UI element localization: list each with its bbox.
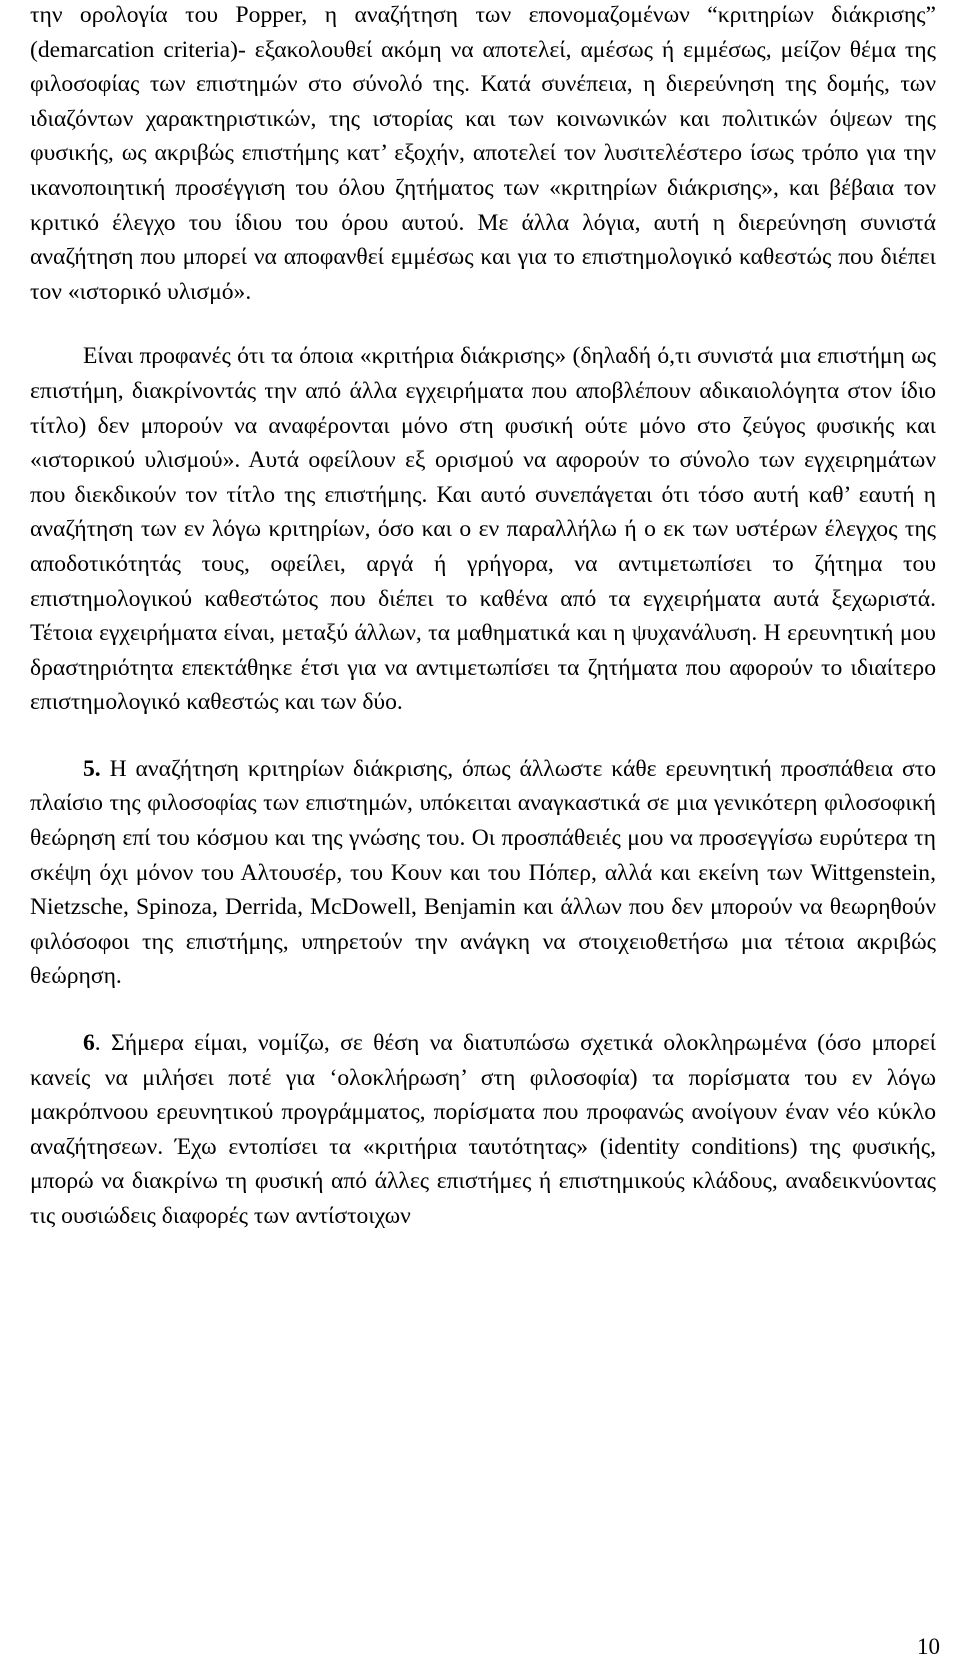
paragraph-3-text: Η αναζήτηση κριτηρίων διάκρισης, όπως άλλωστε κάθε ερευνητική προσπάθεια στο πλαίσιο της φιλοσοφίας των επιστημών, υπόκειται αναγκαστικά σε μια γενικότερη φιλοσοφική θεώρηση επί του κόσμου και της γνώσης του. Οι προσπάθειές μου να προσεγγίσω ευρύτερα τη σκέψη όχι μόνον του Αλτουσέρ, του Κουν και του Πόπερ, αλλά και εκείνη των Wittgenstein, Nietzsche, Spinoza, Derrida, McDowell, Benjamin και άλλων που δεν μπορούν να θεωρηθούν φιλόσοφοι της επιστήμης, υπηρετούν την ανάγκη να στοιχειοθετήσω μια τέτοια ακριβώς θεώρηση. [30, 755, 936, 990]
section-number-6: 6 [83, 1030, 95, 1057]
paragraph-1: την ορολογία του Popper, η αναζήτηση των επονομαζομένων “κριτηρίων διάκρισης” (demarcation criteria)- εξακολουθεί ακόμη να αποτελεί, αμέσως ή εμμέσως, μείζον θέμα της φιλοσοφίας των επιστημών στο σύνολό της. Κατά συνέπεια, η διερεύνηση της δομής, των ιδιαζόντων χαρακτηριστικών, της ιστορίας και των κοινωνικών και πολιτικών όψεων της φυσικής, ως ακριβώς επιστήμης κατ’ εξοχήν, αποτελεί τον λυσιτελέστερο ίσως τρόπο για την ικανοποιητική προσέγγιση του όλου ζητήματος των «κριτηρίων διάκρισης», και βέβαια τον κριτικό έλεγχο του ίδιου του όρου αυτού. Με άλλα λόγια, αυτή η διερεύνηση συνιστά αναζήτηση που μπορεί να αποφανθεί εμμέσως και για το επιστημολογικό καθεστώς που διέπει τον «ιστορικό υλισμό». [30, 2, 936, 305]
paragraph-4-text: . Σήμερα είμαι, νομίζω, σε θέση να διατυπώσω σχετικά ολοκληρωμένα (όσο μπορεί κανείς να μιλήσει ποτέ για ‘ολοκλήρωση’ στη φιλοσοφία) τα πορίσματα του εν λόγω μακρόπνοου ερευνητικού προγράμματος, πορίσματα που προφανώς ανοίγουν έναν νέο κύκλο αναζήτησεων. Έχω εντοπίσει τα «κριτήρια ταυτότητας» (identity conditions) της φυσικής, μπορώ να διακρίνω τη φυσική από άλλες επιστήμες ή επιστημικούς κλάδους, αναδεικνύοντας τις ουσιώδεις διαφορές των αντίστοιχων [30, 1030, 936, 1229]
document-page [30, 0, 936, 1234]
paragraph-2: Είναι προφανές ότι τα όποια «κριτήρια διάκρισης» (δηλαδή ό,τι συνιστά μια επιστήμη ως επιστήμη, διακρίνοντάς την από άλλα εγχειρήματα που αποβλέπουν αδικαιολόγητα στον ίδιο τίτλο) δεν μπορούν να αναφέρονται μόνο στη φυσική ούτε μόνο στο ζεύγος φυσικής και «ιστορικού υλισμού». Αυτά οφείλουν εξ ορισμού να αφορούν το σύνολο των εγχειρημάτων που διεκδικούν τον τίτλο της επιστήμης. Και αυτό συνεπάγεται ότι τόσο αυτή καθ’ εαυτή η αναζήτηση των εν λόγω κριτηρίων, όσο και ο εν παραλλήλω ή ο εκ των υστέρων έλεγχος της αποδοτικότητάς τους, οφείλει, αργά ή γρήγορα, να αντιμετωπίσει το ζήτημα του επιστημολογικού καθεστώτος που διέπει το καθένα από τα εγχειρήματα αυτά ξεχωριστά. Τέτοια εγχειρήματα είναι, μεταξύ άλλων, τα μαθηματικά και η ψυχανάλυση. Η ερευνητική μου δραστηριότητα επεκτάθηκε έτσι για να αντιμετωπίσει τα ζητήματα που αφορούν το ιδιαίτερο επιστημολογικό καθεστώς και των δύο. [30, 343, 936, 716]
paragraph-4 [30, 1026, 936, 1234]
section-number-5: 5. [83, 755, 101, 782]
paragraph-3 [30, 752, 936, 994]
page-number: 10 [917, 1634, 940, 1659]
